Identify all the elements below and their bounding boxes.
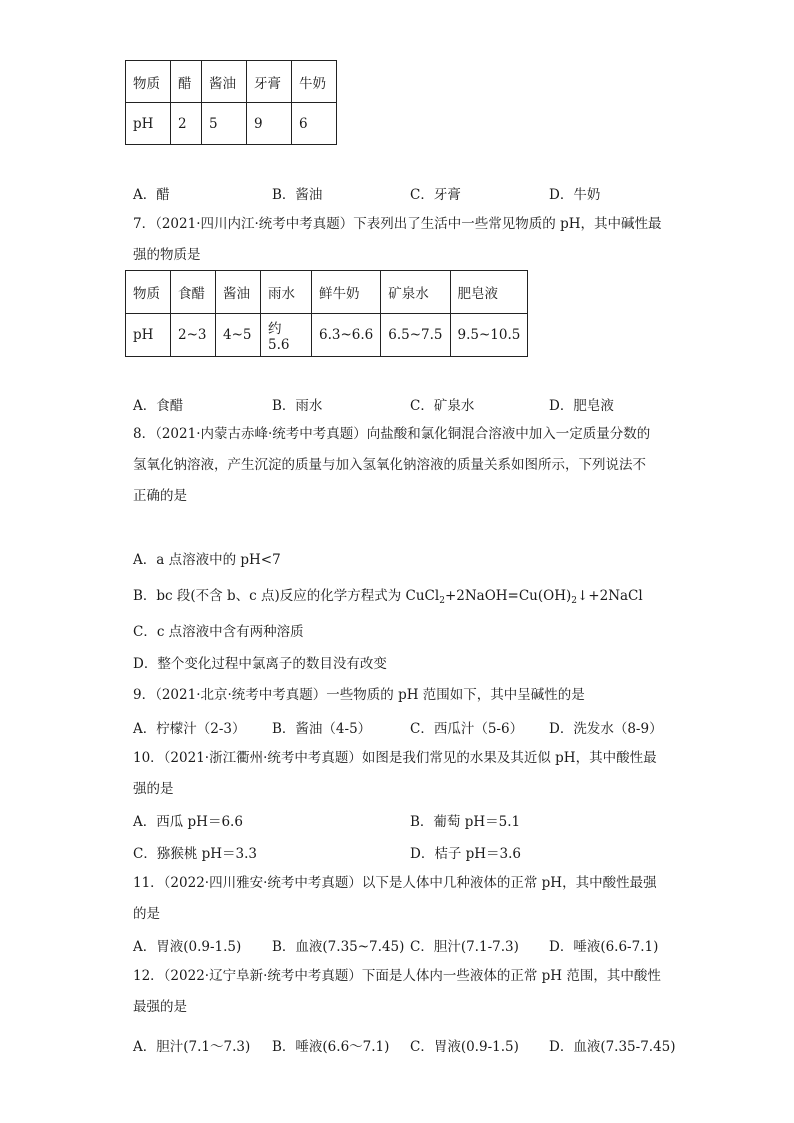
q8-option-b bbox=[133, 586, 643, 611]
table-cell: 物质 bbox=[126, 271, 171, 314]
table-cell: 酱油 bbox=[216, 271, 261, 314]
q10-option-d: D．桔子 pH＝3.6 bbox=[410, 846, 521, 862]
q8-option-c: C．c 点溶液中含有两种溶质 bbox=[133, 624, 304, 640]
table-cell: 9 bbox=[247, 103, 292, 145]
subscript: 2 bbox=[571, 596, 577, 606]
q7-stem-line2: 强的物质是 bbox=[133, 247, 201, 263]
q11-option-d: D．唾液(6.6-7.1) bbox=[549, 939, 659, 955]
ph-table-q7 bbox=[125, 270, 528, 357]
q10-option-c: C．猕猴桃 pH＝3.3 bbox=[133, 846, 258, 862]
q10-option-b: B．葡萄 pH＝5.1 bbox=[410, 814, 521, 830]
q11-stem-line1: 11．（2022·四川雅安·统考中考真题）以下是人体中几种液体的正常 pH，其中酸性最强 bbox=[133, 875, 657, 891]
ph-table-q6 bbox=[125, 60, 337, 145]
q9-option-a: A．柠檬汁（2-3） bbox=[133, 721, 246, 737]
table-cell: 牛奶 bbox=[292, 61, 337, 103]
q8-stem-line2: 氢氧化钠溶液，产生沉淀的质量与加入氢氧化钠溶液的质量关系如图所示，下列说法不 bbox=[133, 457, 646, 473]
q7-option-b: B．雨水 bbox=[272, 398, 323, 414]
q10-stem-line2: 强的是 bbox=[133, 781, 174, 797]
table-cell: 4~5 bbox=[216, 314, 261, 357]
table-cell: pH bbox=[126, 103, 171, 145]
q8-option-a: A．a 点溶液中的 pH<7 bbox=[133, 552, 281, 568]
q8-option-b-text: B．bc 段(不含 b、c 点)反应的化学方程式为 CuCl bbox=[133, 588, 440, 604]
q6-option-c: C．牙膏 bbox=[410, 187, 461, 203]
table-cell: 牙膏 bbox=[247, 61, 292, 103]
table-cell: 酱油 bbox=[202, 61, 247, 103]
q7-option-c: C．矿泉水 bbox=[410, 398, 475, 414]
q6-option-a: A．醋 bbox=[133, 187, 170, 203]
table-cell: 6.3~6.6 bbox=[312, 314, 381, 357]
q12-option-a: A．胆汁(7.1～7.3) bbox=[133, 1039, 251, 1055]
q7-option-a: A．食醋 bbox=[133, 398, 184, 414]
q12-option-d: D．血液(7.35-7.45) bbox=[549, 1039, 676, 1055]
table-cell: 2 bbox=[171, 103, 202, 145]
q11-option-a: A．胃液(0.9-1.5) bbox=[133, 939, 242, 955]
q9-option-b: B．酱油（4-5） bbox=[272, 721, 372, 737]
q11-stem-line2: 的是 bbox=[133, 906, 160, 922]
q6-option-d: D．牛奶 bbox=[549, 187, 601, 203]
table-cell: 9.5~10.5 bbox=[450, 314, 528, 357]
q12-stem-line2: 最强的是 bbox=[133, 999, 187, 1015]
table-cell: pH bbox=[126, 314, 171, 357]
table-cell: 矿泉水 bbox=[381, 271, 450, 314]
table-cell: 5 bbox=[202, 103, 247, 145]
table-cell: 雨水 bbox=[261, 271, 312, 314]
q12-stem-line1: 12．（2022·辽宁阜新·统考中考真题）下面是人体内一些液体的正常 pH 范围，其中酸性 bbox=[133, 968, 661, 984]
q9-option-c: C．西瓜汁（5-6） bbox=[410, 721, 524, 737]
q8-option-b-text: +2NaOH=Cu(OH) bbox=[444, 588, 572, 604]
q12-option-b: B．唾液(6.6～7.1) bbox=[272, 1039, 390, 1055]
table-cell: 2~3 bbox=[171, 314, 216, 357]
table-cell: 食醋 bbox=[171, 271, 216, 314]
table-cell: 6.5~7.5 bbox=[381, 314, 450, 357]
table-cell: 醋 bbox=[171, 61, 202, 103]
subscript: 2 bbox=[439, 596, 445, 606]
q7-stem-line1: 7．（2021·四川内江·统考中考真题）下表列出了生活中一些常见物质的 pH，其中碱性最 bbox=[133, 216, 662, 232]
q10-stem-line1: 10．（2021·浙江衢州·统考中考真题）如图是我们常见的水果及其近似 pH，其中酸性最 bbox=[133, 750, 657, 766]
table-cell: 6 bbox=[292, 103, 337, 145]
table-cell: 物质 bbox=[126, 61, 171, 103]
q12-option-c: C．胃液(0.9-1.5) bbox=[410, 1039, 519, 1055]
table-cell: 约 5.6 bbox=[261, 314, 312, 357]
q8-option-b-text: ↓+2NaCl bbox=[576, 588, 643, 604]
q7-option-d: D．肥皂液 bbox=[549, 398, 614, 414]
q8-stem-line1: 8．（2021·内蒙古赤峰·统考中考真题）向盐酸和氯化铜混合溶液中加入一定质量分数的 bbox=[133, 426, 651, 442]
q9-stem-line1: 9．（2021·北京·统考中考真题）一些物质的 pH 范围如下，其中呈碱性的是 bbox=[133, 687, 585, 703]
table-cell: 肥皂液 bbox=[450, 271, 528, 314]
q10-option-a: A．西瓜 pH＝6.6 bbox=[133, 814, 243, 830]
q11-option-c: C．胆汁(7.1-7.3) bbox=[410, 939, 519, 955]
q11-option-b: B．血液(7.35~7.45) bbox=[272, 939, 405, 955]
q8-stem-line3: 正确的是 bbox=[133, 488, 187, 504]
q6-option-b: B．酱油 bbox=[272, 187, 323, 203]
table-cell: 鲜牛奶 bbox=[312, 271, 381, 314]
q8-option-d: D．整个变化过程中氯离子的数目没有改变 bbox=[133, 656, 387, 672]
q9-option-d: D．洗发水（8-9） bbox=[549, 721, 663, 737]
